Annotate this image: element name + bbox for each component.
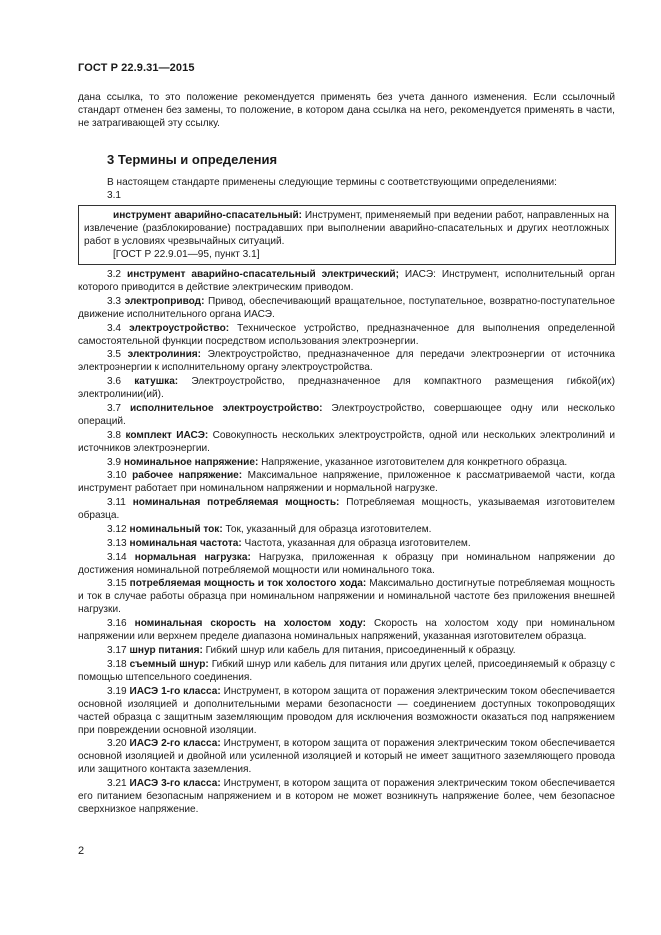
- term-name: потребляемая мощность и ток холостого хода:: [129, 578, 367, 590]
- term-definition: Максимально достигнутые потребляемая мощность и ток в случае работы образца при номинальном напряжении и номинальной частоте без приложения внешней нагрузки.: [78, 578, 616, 616]
- term-definition: Электроустройство, предназначенное для компактного размещения гибкой(их) электролинии(ий).: [78, 376, 615, 401]
- term-number: 3.20: [107, 738, 127, 750]
- term-name: номинальное напряжение:: [123, 456, 259, 468]
- term-definition: Ток, указанный для образца изготовителем.: [222, 523, 432, 535]
- term-entry: [78, 496, 615, 522]
- term-name: электроустройство:: [129, 322, 230, 334]
- first-term-number: 3.1: [107, 190, 122, 201]
- term-name: исполнительное электроустройство:: [129, 402, 323, 414]
- term-entry: [78, 469, 615, 495]
- term-name: ИАСЭ 2-го класса:: [129, 738, 221, 750]
- page-number: 2: [78, 845, 85, 857]
- term-name: номинальная потребляемая мощность:: [132, 497, 340, 509]
- term-name: номинальная скорость на холостом ходу:: [134, 618, 366, 630]
- term-name: нормальная нагрузка:: [134, 551, 251, 563]
- preamble-text: В настоящем стандарте применены следующие термины с соответствующими определениями:: [107, 177, 557, 188]
- term-number: 3.16: [107, 618, 127, 630]
- term-number: 3.14: [107, 551, 127, 563]
- term-definition: Скорость на холостом ходу при номинальном напряжении или верхнем пределе диапазона номинальных напряжений, указанная изготовителем образца.: [78, 618, 615, 643]
- term-definition: Техническое устройство, предназначенное для выполнения определенной самостоятельной функции посредством использования электроэнергии.: [78, 322, 615, 347]
- term-definition: Потребляемая мощность, указываемая изготовителем образца.: [78, 497, 616, 522]
- term-name: электропривод:: [124, 295, 205, 307]
- term-entry: [78, 402, 615, 428]
- term-number: 3.15: [107, 578, 127, 590]
- term-entry: [78, 322, 615, 348]
- term-entry: [78, 551, 615, 577]
- term-definition: Напряжение, указанное изготовителем для конкретного образца.: [258, 456, 568, 468]
- terms-list: [78, 268, 615, 817]
- term-definition: Электроустройство, предназначенное для передачи электроэнергии от источника электроэнергии к исполнительному органу электроустройства.: [78, 349, 615, 374]
- term-name: рабочее напряжение:: [132, 470, 243, 482]
- term-entry: [78, 777, 615, 816]
- intro-paragraph: [78, 91, 615, 130]
- term-entry: [78, 617, 615, 643]
- term-number: 3.19: [107, 685, 127, 697]
- term-definition: Гибкий шнур или кабель для питания или других целей, присоединяемый к образцу с помощью штепсельного соединения.: [78, 658, 615, 683]
- term-entry: [78, 375, 615, 401]
- term-number: 3.13: [107, 537, 127, 549]
- term-number: 3.9: [107, 456, 122, 468]
- term-number: 3.4: [107, 322, 122, 334]
- term-number: 3.5: [107, 349, 122, 361]
- term-entry: [78, 658, 615, 684]
- term-name: съемный шнур:: [129, 658, 209, 670]
- term-name: номинальная частота:: [129, 537, 242, 549]
- term-name: ИАСЭ 3-го класса:: [129, 778, 221, 790]
- term-entry: [78, 348, 615, 374]
- term-entry: [78, 268, 615, 294]
- term-number: 3.8: [107, 429, 122, 441]
- term-name: комплект ИАСЭ:: [125, 429, 209, 441]
- term-definition: Совокупность нескольких электроустройств, одной или нескольких электролиний и источников электроэнергии.: [78, 429, 616, 454]
- boxed-term: инструмент аварийно-спасательный:: [113, 210, 303, 221]
- term-number: 3.11: [107, 497, 126, 509]
- term-entry: [78, 456, 615, 469]
- term-number: 3.10: [107, 470, 127, 482]
- term-definition: Привод, обеспечивающий вращательное, поступательное, возвратно-поступательное движение исполнительного органа ИАСЭ.: [78, 295, 615, 320]
- term-definition: Частота, указанная для образца изготовителем.: [241, 537, 471, 549]
- section-preamble: [78, 176, 615, 202]
- term-name: номинальный ток:: [129, 523, 223, 535]
- term-name: инструмент аварийно-спасательный электрический;: [126, 269, 399, 280]
- term-name: ИАСЭ 1-го класса:: [129, 685, 221, 697]
- boxed-definition: Инструмент, применяемый при ведении работ, направленных на извлечение (разблокирование) пострадавших при выполнении аварийно-спасательных и других неотложных работ в условиях чрезвычайных ситуаций.: [84, 210, 609, 247]
- term-number: 3.6: [107, 376, 122, 388]
- term-number: 3.18: [107, 658, 127, 670]
- term-definition: Максимальное напряжение, приложенное к рассматриваемой части, когда инструмент работает при номинальном напряжении и нормальной нагрузке.: [78, 470, 615, 495]
- section-title: 3 Термины и определения: [107, 152, 278, 167]
- term-definition: Инструмент, в котором защита от поражения электрическим током обеспечивается его питанием безопасным напряжением и в котором не может возникнуть напряжение более, чем безопасное сверхнизкое напряжение.: [78, 778, 615, 816]
- term-entry: [78, 523, 615, 536]
- term-entry: [78, 685, 615, 737]
- intro-text: дана ссылка, то это положение рекомендуется применять без учета данного изменения. Если ссылочный стандарт отменен без замены, то положение, в котором дана ссылка на него, рекомендуется применять в части, не затрагивающей эту ссылку.: [78, 92, 615, 129]
- term-entry: [78, 577, 615, 616]
- term-number: 3.7: [107, 402, 122, 414]
- term-definition: Инструмент, в котором защита от поражения электрическим током обеспечивается основной изоляцией и двойной или усиленной изоляцией и который не имеет защитного заземляющего провода или защитного контакта заземления.: [78, 738, 615, 776]
- term-number: 3.3: [107, 295, 122, 307]
- boxed-term-3-1: [78, 205, 616, 265]
- term-definition: Инструмент, в котором защита от поражения электрическим током обеспечивается основной изоляцией и дополнительными мерами безопасности — соединением доступных токопроводящих частей образца с защитным заземляющим проводом для исключения возможности оказаться под напряжением при повреждении основной изоляции.: [78, 685, 615, 736]
- term-number: 3.17: [107, 644, 127, 656]
- term-entry: [78, 737, 615, 776]
- term-definition: Гибкий шнур или кабель для питания, присоединенный к образцу.: [202, 644, 516, 656]
- term-entry: [78, 537, 615, 550]
- term-entry: [78, 429, 615, 455]
- term-entry: [78, 295, 615, 321]
- boxed-source: [ГОСТ Р 22.9.01—95, пункт 3.1]: [113, 249, 260, 260]
- term-definition: ИАСЭ: Инструмент, исполнительный орган которого приводится в действие электрическим приводом.: [78, 269, 615, 293]
- term-number: 3.12: [107, 523, 127, 535]
- term-entry: [78, 644, 615, 657]
- document-header: ГОСТ Р 22.9.31—2015: [78, 62, 195, 74]
- boxed-term-paragraph: [84, 209, 609, 248]
- term-name: электролиния:: [127, 349, 202, 361]
- term-name: шнур питания:: [129, 644, 203, 656]
- term-name: катушка:: [134, 376, 179, 388]
- term-definition: Электроустройство, совершающее одну или несколько операций.: [78, 402, 616, 427]
- term-number: 3.21: [107, 778, 127, 790]
- term-definition: Нагрузка, приложенная к образцу при номинальном напряжении до достижения номинальной потребляемой мощности или номинального тока.: [78, 551, 615, 576]
- term-number: 3.2: [107, 269, 122, 280]
